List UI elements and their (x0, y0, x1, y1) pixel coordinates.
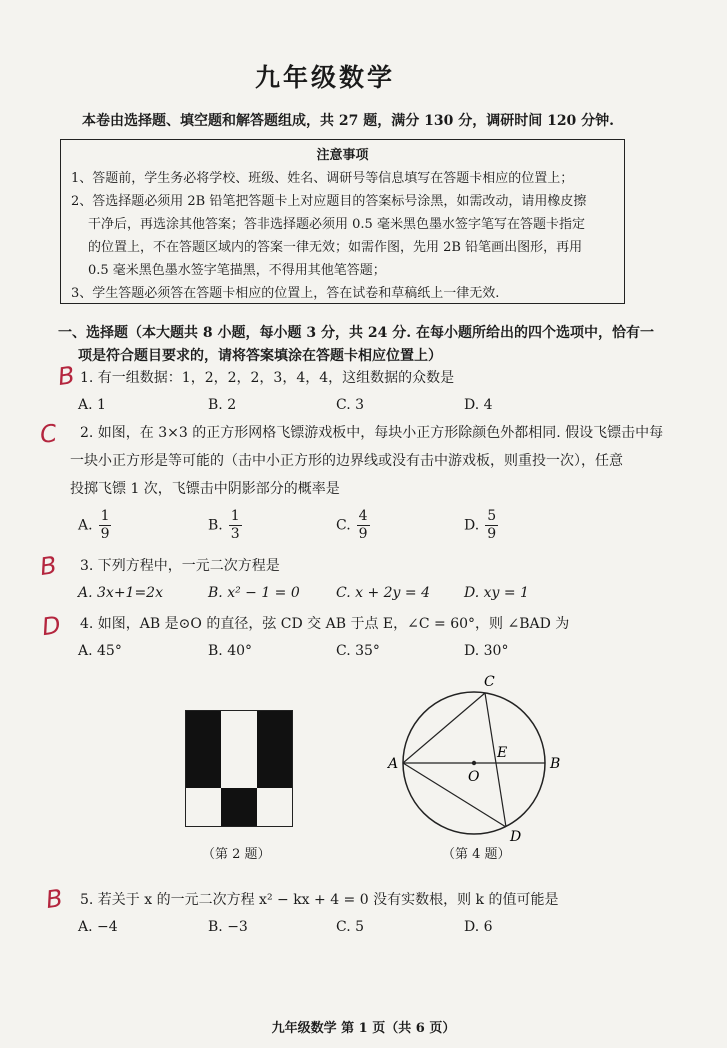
question-1 (80, 364, 454, 392)
option-a: A. 3x+1=2x (78, 585, 163, 601)
option-b: B. x² − 1 = 0 (208, 585, 300, 601)
grid-cell-shaded (221, 788, 256, 826)
question-5 (80, 886, 558, 914)
option-a: A. −4 (78, 919, 118, 935)
grid-cell-shaded (186, 749, 221, 787)
page-footer: 九年级数学 第 1 页（共 6 页） (271, 1021, 456, 1036)
page-title: 九年级数学 (254, 63, 395, 92)
notice-box (60, 139, 625, 304)
grid-cell (221, 749, 256, 787)
option-b: B. 2 (208, 397, 237, 413)
option-a: A. 45° (78, 643, 122, 659)
question-4-options (78, 643, 638, 669)
question-3-text: 3. 下列方程中，一元二次方程是 (80, 558, 280, 574)
point-a-label: A (388, 756, 399, 772)
option-c: C. 35° (336, 643, 380, 659)
question-2-line-1: 2. 如图，在 3×3 的正方形网格飞镖游戏板中，每块小正方形除颜色外都相同. 假设飞镖击中每 (80, 425, 664, 441)
notice-title: 注意事项 (316, 148, 369, 163)
option-b: B. $\frac{1}{3}$ (208, 508, 240, 542)
fraction: $\frac{1}{3}$ (230, 508, 240, 542)
option-d: D. 30° (464, 643, 509, 659)
grid-cell (221, 711, 256, 749)
section-heading-line-2: 项是符合题目要求的，请将答案填涂在答题卡相应位置上） (78, 348, 442, 364)
answer-mark-q2: C (38, 418, 59, 450)
notice-line-1: 1、答题前，学生务必将学校、班级、姓名、调研号等信息填写在答题卡相应的位置上； (71, 171, 574, 186)
option-c: C. $\frac{4}{9}$ (336, 508, 368, 542)
question-5-options (78, 919, 638, 945)
point-c-label: C (484, 674, 495, 690)
option-b: B. −3 (208, 919, 248, 935)
question-4 (80, 610, 569, 638)
point-e-label: E (497, 745, 508, 761)
question-1-text: 1. 有一组数据：1，2，2，2，3，4，4，这组数据的众数是 (80, 370, 455, 386)
notice-line-3: 干净后，再选涂其他答案；答非选择题必须用 0.5 毫米黑色墨水签字笔写在答题卡指定 (88, 217, 585, 232)
answer-mark-q4: D (40, 610, 63, 642)
center-point (472, 761, 476, 765)
question-3 (80, 552, 280, 580)
option-c: C. 5 (336, 919, 365, 935)
answer-mark-q1: B (56, 360, 77, 392)
figure-2-caption: （第 2 题） (202, 847, 271, 862)
option-d: D. 4 (464, 397, 493, 413)
grid-cell (257, 788, 292, 826)
question-2-line-2: 一块小正方形是等可能的（击中小正方形的边界线或没有击中游戏板，则重投一次），任意 (70, 453, 623, 469)
dartboard-grid-figure (185, 710, 293, 827)
grid-cell-shaded (257, 749, 292, 787)
question-3-options (78, 585, 638, 611)
circle-geometry-figure (384, 670, 569, 845)
fraction: $\frac{4}{9}$ (358, 508, 368, 542)
question-5-text: 5. 若关于 x 的一元二次方程 x² − kx + 4 = 0 没有实数根，则 k 的值可能是 (80, 892, 559, 908)
segment-ad (403, 763, 506, 827)
question-2 (70, 419, 664, 503)
option-d: D. 6 (464, 919, 493, 935)
answer-mark-q3: B (38, 550, 59, 582)
question-2-line-3: 投掷飞镖 1 次，飞镖击中阴影部分的概率是 (70, 481, 340, 497)
fraction: $\frac{5}{9}$ (487, 508, 497, 542)
fraction: $\frac{1}{9}$ (100, 508, 110, 542)
notice-line-4: 的位置上，不在答题区域内的答案一律无效；如需作图，先用 2B 铅笔画出图形，再用 (88, 240, 583, 255)
option-c: C. x + 2y = 4 (336, 585, 430, 601)
notice-line-2: 2、答选择题必须用 2B 铅笔把答题卡上对应题目的答案标号涂黑，如需改动，请用橡皮擦 (71, 194, 587, 209)
answer-mark-q5: B (44, 883, 65, 915)
option-d: D. xy = 1 (464, 585, 529, 601)
notice-line-5: 0.5 毫米黑色墨水签字笔描黑，不得用其他笔答题； (88, 263, 386, 278)
option-d: D. $\frac{5}{9}$ (464, 508, 497, 542)
segment-ac (403, 693, 485, 763)
exam-intro: 本卷由选择题、填空题和解答题组成，共 27 题，满分 130 分，调研时间 120 分钟. (82, 113, 615, 129)
question-4-text: 4. 如图，AB 是⊙O 的直径，弦 CD 交 AB 于点 E，∠C = 60°，则 ∠BAD 为 (80, 616, 570, 632)
grid-cell (186, 788, 221, 826)
grid-cell-shaded (257, 711, 292, 749)
option-a: A. 1 (78, 397, 106, 413)
option-a: A. $\frac{1}{9}$ (78, 508, 110, 542)
point-b-label: B (550, 756, 561, 772)
point-o-label: O (468, 769, 480, 785)
notice-line-6: 3、学生答题必须答在答题卡相应的位置上，答在试卷和草稿纸上一律无效. (71, 286, 500, 301)
question-2-options (78, 508, 638, 548)
option-c: C. 3 (336, 397, 365, 413)
section-heading-line-1: 一、选择题（本大题共 8 小题，每小题 3 分，共 24 分. 在每小题所给出的四个选项中，恰有一 (58, 325, 654, 341)
point-d-label: D (510, 829, 522, 845)
figure-4-caption: （第 4 题） (442, 847, 511, 862)
grid-cell-shaded (186, 711, 221, 749)
option-b: B. 40° (208, 643, 253, 659)
section-heading (58, 322, 678, 368)
